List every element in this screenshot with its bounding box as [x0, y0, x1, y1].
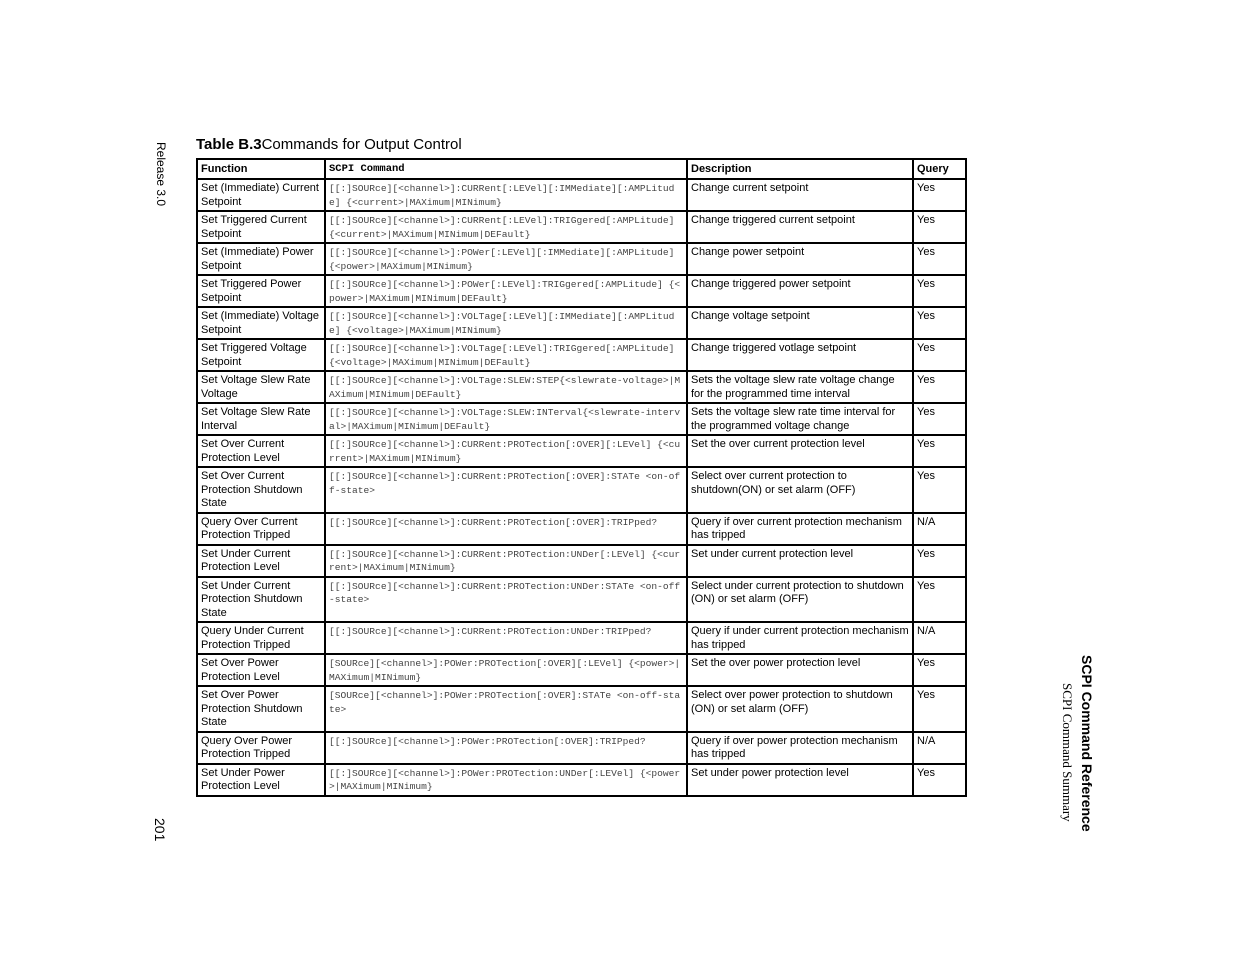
page-number: 201 — [152, 818, 168, 842]
table-row — [197, 513, 966, 545]
table-caption — [196, 136, 462, 153]
cell-description: Change power setpoint — [687, 243, 913, 275]
cell-description: Query if over current protection mechanism has tripped — [687, 513, 913, 545]
cell-function: Set Under Current Protection Level — [197, 545, 325, 577]
cell-function: Query Under Current Protection Tripped — [197, 622, 325, 654]
table-row — [197, 545, 966, 577]
table-row — [197, 686, 966, 732]
cell-scpi-command: [SOURce][<channel>]:POWer:PROTection[:OVER][:LEVel] {<power>|MAXimum|MINimum} — [325, 654, 687, 686]
table-row — [197, 275, 966, 307]
table-row — [197, 654, 966, 686]
cell-query: N/A — [913, 732, 966, 764]
cell-query: Yes — [913, 403, 966, 435]
cell-function: Set (Immediate) Current Setpoint — [197, 179, 325, 211]
cell-function: Set Over Current Protection Shutdown State — [197, 467, 325, 513]
table-row — [197, 435, 966, 467]
cell-function: Set Under Current Protection Shutdown State — [197, 577, 325, 623]
table-row — [197, 403, 966, 435]
release-label: Release 3.0 — [154, 142, 168, 207]
cell-scpi-command: [[:]SOURce][<channel>]:CURRent:PROTection[:OVER]:STATe <on-off-state> — [325, 467, 687, 513]
section-title: SCPI Command Reference — [1079, 655, 1095, 832]
cell-function: Query Over Power Protection Tripped — [197, 732, 325, 764]
table-row — [197, 764, 966, 796]
cell-scpi-command: [[:]SOURce][<channel>]:CURRent:PROTection:UNDer[:LEVel] {<current>|MAXimum|MINimum} — [325, 545, 687, 577]
cell-query: Yes — [913, 179, 966, 211]
cell-query: Yes — [913, 467, 966, 513]
table-row — [197, 179, 966, 211]
cell-query: Yes — [913, 371, 966, 403]
cell-query: Yes — [913, 307, 966, 339]
cell-function: Set Voltage Slew Rate Voltage — [197, 371, 325, 403]
table-row — [197, 577, 966, 623]
cell-description: Sets the voltage slew rate voltage change for the programmed time interval — [687, 371, 913, 403]
cell-query: Yes — [913, 435, 966, 467]
cell-function: Query Over Current Protection Tripped — [197, 513, 325, 545]
table-row — [197, 339, 966, 371]
cell-query: Yes — [913, 686, 966, 732]
cell-scpi-command: [[:]SOURce][<channel>]:CURRent[:LEVel]:TRIGgered[:AMPLitude] {<current>|MAXimum|MINimum|DEFault} — [325, 211, 687, 243]
cell-description: Sets the voltage slew rate time interval for the programmed voltage change — [687, 403, 913, 435]
cell-function: Set Over Power Protection Shutdown State — [197, 686, 325, 732]
cell-description: Change triggered power setpoint — [687, 275, 913, 307]
cell-scpi-command: [SOURce][<channel>]:POWer:PROTection[:OVER]:STATe <on-off-state> — [325, 686, 687, 732]
cell-function: Set Over Power Protection Level — [197, 654, 325, 686]
cell-query: N/A — [913, 513, 966, 545]
cell-description: Select under current protection to shutdown (ON) or set alarm (OFF) — [687, 577, 913, 623]
cell-scpi-command: [[:]SOURce][<channel>]:VOLTage:SLEW:STEP{<slewrate-voltage>|MAXimum|MINimum|DEFault} — [325, 371, 687, 403]
cell-description: Set under power protection level — [687, 764, 913, 796]
table-row — [197, 467, 966, 513]
cell-function: Set (Immediate) Power Setpoint — [197, 243, 325, 275]
cell-scpi-command: [[:]SOURce][<channel>]:POWer[:LEVel]:TRIGgered[:AMPLitude] {<power>|MAXimum|MINimum|DEFault} — [325, 275, 687, 307]
cell-function: Set Under Power Protection Level — [197, 764, 325, 796]
commands-table — [196, 158, 967, 797]
cell-description: Change current setpoint — [687, 179, 913, 211]
cell-query: Yes — [913, 275, 966, 307]
cell-description: Set the over power protection level — [687, 654, 913, 686]
cell-description: Select over current protection to shutdown(ON) or set alarm (OFF) — [687, 467, 913, 513]
cell-query: Yes — [913, 243, 966, 275]
cell-scpi-command: [[:]SOURce][<channel>]:POWer[:LEVel][:IMMediate][:AMPLitude] {<power>|MAXimum|MINimum} — [325, 243, 687, 275]
cell-query: Yes — [913, 654, 966, 686]
cell-function: Set Voltage Slew Rate Interval — [197, 403, 325, 435]
cell-scpi-command: [[:]SOURce][<channel>]:CURRent[:LEVel][:IMMediate][:AMPLitude] {<current>|MAXimum|MINimum} — [325, 179, 687, 211]
table-row — [197, 243, 966, 275]
cell-function: Set Triggered Power Setpoint — [197, 275, 325, 307]
table-body — [197, 179, 966, 796]
cell-scpi-command: [[:]SOURce][<channel>]:CURRent:PROTection:UNDer:STATe <on-off-state> — [325, 577, 687, 623]
cell-description: Change triggered votlage setpoint — [687, 339, 913, 371]
cell-function: Set Over Current Protection Level — [197, 435, 325, 467]
cell-scpi-command: [[:]SOURce][<channel>]:POWer:PROTection:UNDer[:LEVel] {<power>|MAXimum|MINimum} — [325, 764, 687, 796]
cell-description: Change voltage setpoint — [687, 307, 913, 339]
cell-scpi-command: [[:]SOURce][<channel>]:POWer:PROTection[:OVER]:TRIPped? — [325, 732, 687, 764]
table-header-row — [197, 159, 966, 179]
cell-query: Yes — [913, 339, 966, 371]
table-row — [197, 622, 966, 654]
table-caption-label: Table B.3 — [196, 136, 262, 153]
cell-query: Yes — [913, 577, 966, 623]
cell-query: Yes — [913, 764, 966, 796]
cell-scpi-command: [[:]SOURce][<channel>]:VOLTage[:LEVel]:TRIGgered[:AMPLitude] {<voltage>|MAXimum|MINimum|DEFault} — [325, 339, 687, 371]
table-row — [197, 307, 966, 339]
cell-description: Change triggered current setpoint — [687, 211, 913, 243]
table-row — [197, 211, 966, 243]
cell-description: Set under current protection level — [687, 545, 913, 577]
cell-description: Query if over power protection mechanism has tripped — [687, 732, 913, 764]
cell-scpi-command: [[:]SOURce][<channel>]:CURRent:PROTection[:OVER]:TRIPped? — [325, 513, 687, 545]
header-function: Function — [197, 159, 325, 179]
cell-scpi-command: [[:]SOURce][<channel>]:VOLTage[:LEVel][:IMMediate][:AMPLitude] {<voltage>|MAXimum|MINimum} — [325, 307, 687, 339]
table-caption-text: Commands for Output Control — [261, 136, 462, 153]
cell-query: Yes — [913, 211, 966, 243]
cell-scpi-command: [[:]SOURce][<channel>]:CURRent:PROTection:UNDer:TRIPped? — [325, 622, 687, 654]
cell-function: Set Triggered Current Setpoint — [197, 211, 325, 243]
cell-description: Set the over current protection level — [687, 435, 913, 467]
cell-description: Select over power protection to shutdown (ON) or set alarm (OFF) — [687, 686, 913, 732]
cell-query: Yes — [913, 545, 966, 577]
cell-function: Set Triggered Voltage Setpoint — [197, 339, 325, 371]
cell-description: Query if under current protection mechanism has tripped — [687, 622, 913, 654]
cell-function: Set (Immediate) Voltage Setpoint — [197, 307, 325, 339]
header-description: Description — [687, 159, 913, 179]
header-query: Query — [913, 159, 966, 179]
cell-query: N/A — [913, 622, 966, 654]
table-row — [197, 732, 966, 764]
cell-scpi-command: [[:]SOURce][<channel>]:CURRent:PROTection[:OVER][:LEVel] {<current>|MAXimum|MINimum} — [325, 435, 687, 467]
table-row — [197, 371, 966, 403]
section-subtitle: SCPI Command Summary — [1060, 683, 1075, 822]
cell-scpi-command: [[:]SOURce][<channel>]:VOLTage:SLEW:INTerval{<slewrate-interval>|MAXimum|MINimum|DEFault} — [325, 403, 687, 435]
header-scpi-command: SCPI Command — [325, 159, 687, 179]
